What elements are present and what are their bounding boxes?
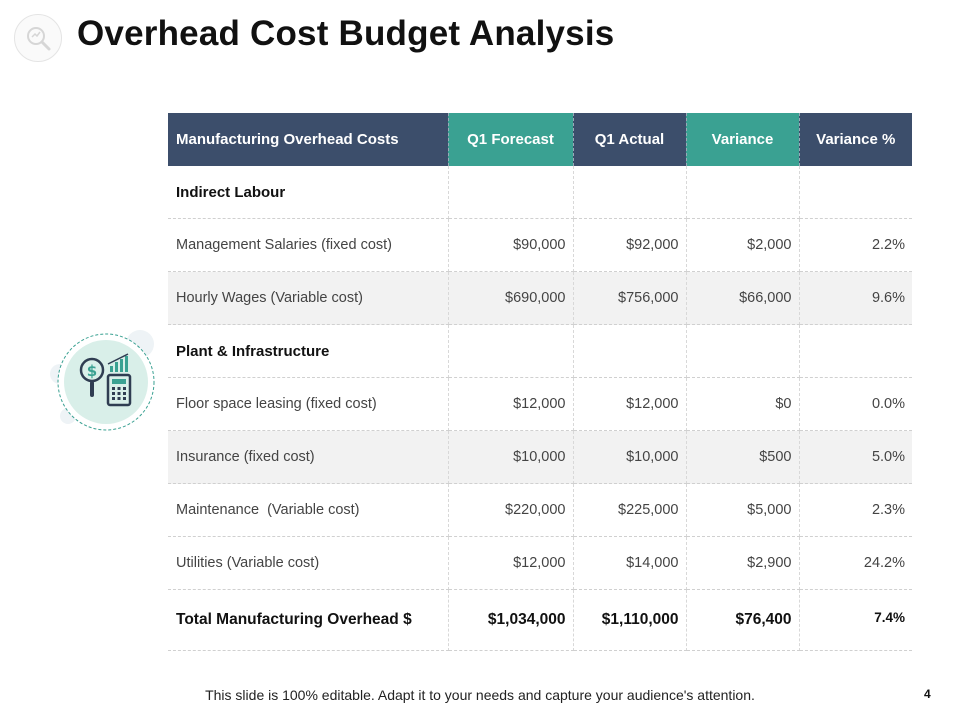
variance-cell: $5,000 — [686, 484, 799, 537]
table-cell — [573, 325, 686, 378]
actual-cell: $10,000 — [573, 431, 686, 484]
section-row-indirect-labour — [168, 166, 912, 219]
page-title: Overhead Cost Budget Analysis — [77, 14, 615, 53]
actual-cell: $14,000 — [573, 537, 686, 590]
actual-cell: $12,000 — [573, 378, 686, 431]
total-variance-cell: $76,400 — [686, 590, 799, 651]
header-cost-item: Manufacturing Overhead Costs — [168, 113, 448, 166]
header-q1-actual: Q1 Actual — [573, 113, 686, 166]
table-cell — [799, 325, 912, 378]
header-q1-forecast: Q1 Forecast — [448, 113, 573, 166]
variance-cell: $0 — [686, 378, 799, 431]
table-row — [168, 537, 912, 590]
variance-percent-cell: 2.2% — [799, 219, 912, 272]
table-cell — [686, 166, 799, 219]
section-label: Indirect Labour — [168, 166, 448, 219]
table-row — [168, 272, 912, 325]
total-label: Total Manufacturing Overhead $ — [168, 590, 448, 651]
forecast-cell: $90,000 — [448, 219, 573, 272]
variance-cell: $2,900 — [686, 537, 799, 590]
table-cell — [799, 166, 912, 219]
finance-icon-badge — [48, 326, 158, 436]
overhead-cost-table — [168, 113, 912, 651]
variance-percent-cell: 9.6% — [799, 272, 912, 325]
variance-cell: $2,000 — [686, 219, 799, 272]
actual-cell: $225,000 — [573, 484, 686, 537]
row-label: Hourly Wages (Variable cost) — [168, 272, 448, 325]
row-label: Insurance (fixed cost) — [168, 431, 448, 484]
row-label: Floor space leasing (fixed cost) — [168, 378, 448, 431]
total-row — [168, 590, 912, 651]
row-label: Management Salaries (fixed cost) — [168, 219, 448, 272]
row-label: Utilities (Variable cost) — [168, 537, 448, 590]
variance-percent-cell: 0.0% — [799, 378, 912, 431]
section-row-plant-infrastructure — [168, 325, 912, 378]
table-header-row — [168, 113, 912, 166]
variance-percent-cell: 5.0% — [799, 431, 912, 484]
finance-calculator-icon — [48, 326, 158, 436]
total-forecast-cell: $1,034,000 — [448, 590, 573, 651]
table-row — [168, 219, 912, 272]
actual-cell: $756,000 — [573, 272, 686, 325]
table-cell — [448, 166, 573, 219]
magnifier-logo-icon — [23, 23, 53, 53]
total-actual-cell: $1,110,000 — [573, 590, 686, 651]
forecast-cell: $220,000 — [448, 484, 573, 537]
page-number: 4 — [924, 687, 931, 701]
variance-percent-cell: 2.3% — [799, 484, 912, 537]
forecast-cell: $12,000 — [448, 378, 573, 431]
section-label: Plant & Infrastructure — [168, 325, 448, 378]
actual-cell: $92,000 — [573, 219, 686, 272]
header-variance: Variance — [686, 113, 799, 166]
forecast-cell: $12,000 — [448, 537, 573, 590]
variance-cell: $500 — [686, 431, 799, 484]
forecast-cell: $10,000 — [448, 431, 573, 484]
variance-cell: $66,000 — [686, 272, 799, 325]
table-row — [168, 484, 912, 537]
forecast-cell: $690,000 — [448, 272, 573, 325]
svg-text:$: $ — [86, 362, 98, 380]
table-row — [168, 431, 912, 484]
table-cell — [686, 325, 799, 378]
footer-note: This slide is 100% editable. Adapt it to your needs and capture your audience's attention. — [205, 687, 755, 703]
table-row — [168, 378, 912, 431]
table-cell — [448, 325, 573, 378]
row-label: Maintenance (Variable cost) — [168, 484, 448, 537]
header-variance-percent: Variance % — [799, 113, 912, 166]
logo — [14, 14, 62, 62]
table-cell — [573, 166, 686, 219]
variance-percent-cell: 24.2% — [799, 537, 912, 590]
total-variance-percent-cell: 7.4% — [799, 590, 912, 651]
